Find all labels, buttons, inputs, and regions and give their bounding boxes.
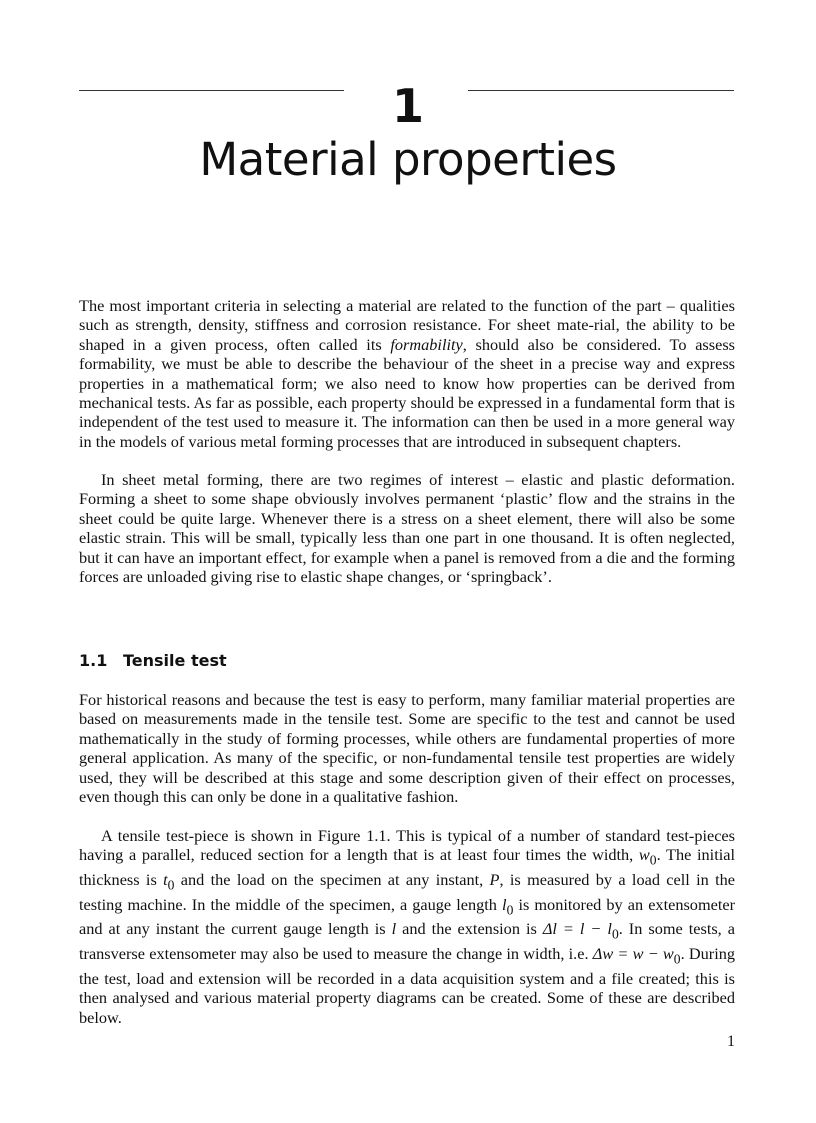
chapter-number: 1 — [391, 79, 424, 133]
section-title: Tensile test — [123, 651, 227, 670]
p4-text-d: , is measured by a load cell in the testing machine. In the middle of the specimen, a gauge length — [79, 870, 736, 914]
section-number: 1.1 — [79, 651, 108, 670]
math-l-current: l — [391, 919, 397, 939]
page-number: 1 — [727, 1033, 735, 1050]
paragraph-3: For historical reasons and because the test is easy to perform, many familiar material properties are based on measurements made in the tensile test. Some are specific to the test and cannot be used mathematically in the study of forming processes, while others are fundamental properties of more general application. As many of the specific, or non-fundamental tensile test properties are widely used, they will be described at this stage and some description given of their effect on processes, even though this can only be done in a qualitative fashion. — [79, 690, 735, 807]
paragraph-1 — [79, 296, 735, 451]
math-subscript: 0 — [611, 926, 619, 942]
p4-text-b: . The initial thickness is — [79, 845, 735, 890]
paragraph-1-text-a: The most important criteria in selecting a material are related to the function of the part – qualities such as strength, density, stiffness and corrosion resistance. For sheet mate-rial, the ability to be shaped in a given process, often called its — [79, 296, 735, 354]
math-P: P — [489, 870, 500, 890]
p4-text-h: . During the test, load and extension will be recorded in a data acquisition system and a file created; this is then analysed and various material property diagrams can be created. Some of these are described below. — [79, 944, 735, 1027]
math-subscript: 0 — [506, 901, 514, 917]
paragraph-2: In sheet metal forming, there are two regimes of interest – elastic and plastic deformation. Forming a sheet to some shape obviously involves permanent ‘plastic’ flow and the strains in the sheet could be quite large. Whenever there is a stress on a sheet element, there will also be some elastic strain. This will be small, typically less than one part in one thousand. It is often neglected, but it can have an important effect, for example when a panel is removed from a die and the forming forces are unloaded giving rise to elastic shape changes, or ‘springback’. — [79, 470, 735, 587]
p4-text-e: is monitored by an extensometer and at any instant the current gauge length is — [79, 894, 736, 939]
chapter-title: Material properties — [199, 133, 617, 186]
paragraph-1-text-b: , should also be considered. To assess formability, we must be able to describe the behaviour of the sheet in a precise way and express properties in a mathematical form; we also need to know how properties can be derived from mechanical tests. As far as possible, each property should be expressed in a fundamental form that is independent of the test used to measure it. The information can then be used in a more general way in the models of various metal forming processes that are introduced in subsequent chapters. — [79, 334, 735, 451]
math-w: w — [638, 845, 650, 865]
math-width-change-equation: Δw = w − w — [592, 944, 674, 964]
paragraph-4 — [79, 826, 735, 1027]
p4-text-c: and the load on the specimen at any instant, — [174, 870, 490, 890]
formability-term: formability — [390, 334, 463, 354]
math-t: t — [163, 870, 168, 890]
p4-text-g: . In some tests, a transverse extensometer may also be used to measure the change in width, i.e. — [79, 919, 735, 964]
math-subscript: 0 — [167, 877, 175, 893]
section-heading — [79, 651, 227, 671]
math-extension-equation: Δl = l − l — [542, 919, 612, 939]
math-l: l — [502, 894, 507, 914]
p4-text-a: A tensile test-piece is shown in Figure 1.1. This is typical of a number of standard test-pieces having a parallel, reduced section for a length that is at least four times the width, — [79, 826, 735, 865]
p4-text-f: and the extension is — [396, 919, 543, 939]
math-subscript: 0 — [673, 951, 681, 967]
math-subscript: 0 — [649, 852, 657, 868]
